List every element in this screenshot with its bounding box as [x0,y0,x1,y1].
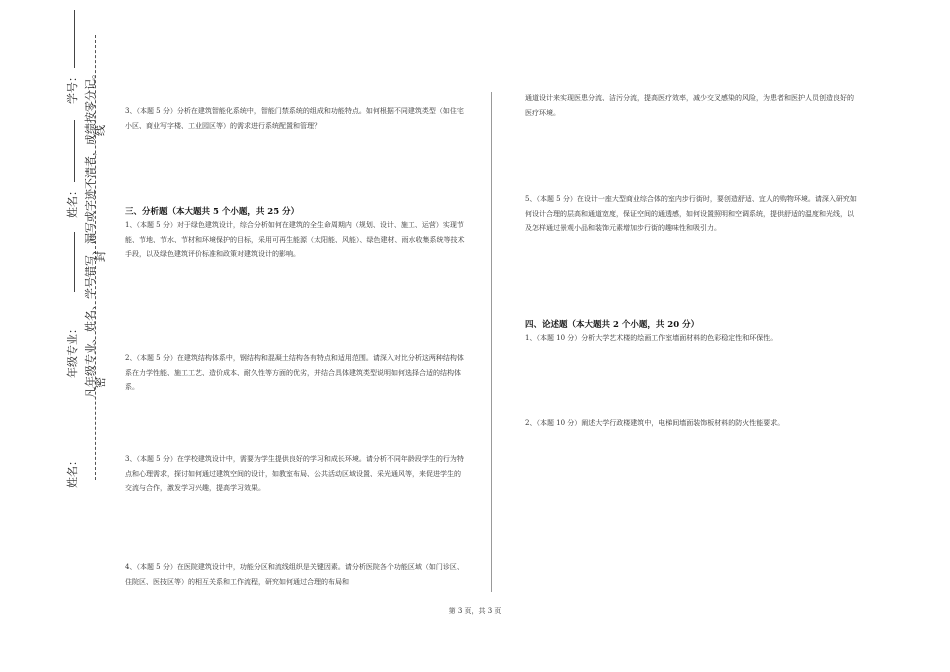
analysis-question-3: 3、（本题 5 分）在学校建筑设计中，需要为学生提供良好的学习和成长环境。请分析不同年龄段学生的行为特点和心理需求，探讨如何通过建筑空间的设计，如教室布局、公共活动区域设置、采光通风等，来促进学生的交流与合作，激发学习兴趣，提高学习效果。 [125,455,464,492]
analysis-question-4: 4、（本题 5 分）在医院建筑设计中，功能分区和流线组织是关键因素。请分析医院各个功能区域（如门诊区、住院区、医技区等）的相互关系和工作流程，研究如何通过合理的布局和 [125,563,464,586]
major-underline [74,232,75,292]
essay-question-2: 2、（本题 10 分）阐述大学行政楼建筑中，电梯间墙面装饰板材料的防火性能要求。 [525,419,785,427]
section-4-title: 四、论述题（本大题共 2 个小题，共 20 分） [525,320,700,330]
analysis-question-5: 5、（本题 5 分）在设计一座大型商业综合体的室内步行街时，要创造舒适、宜人的购物环境。请深入研究如何设计合理的层高和通道宽度，保证空间的通透感，如何设置照明和空调系统，提供舒适的温度和光线，以及怎样通过景观小品和装饰元素增加步行街的趣味性和吸引力。 [525,195,857,232]
analysis-question-1: 1、（本题 5 分）对于绿色建筑设计，综合分析如何在建筑的全生命周期内（规划、设计、施工、运营）实现节能、节地、节水、节材和环境保护的目标，采用可再生能源（太阳能、风能）、绿色建材、雨水收集系统等技术手段，以及绿色建筑评价标准和政策对建筑设计的影响。 [125,221,465,258]
analysis-question-4-continued: 通道设计来实现医患分流、洁污分流，提高医疗效率，减少交叉感染的风险，为患者和医护人员创造良好的医疗环境。 [525,94,854,117]
section-3-title: 三、分析题（本大题共 5 个小题，共 25 分） [125,207,300,217]
analysis-question-2: 2、（本题 5 分）在建筑结构体系中，钢结构和混凝土结构各有特点和适用范围。请深入对比分析这两种结构体系在力学性能、施工工艺、造价成本、耐久性等方面的优劣，并结合具体建筑类型说明如何选择合适的结构体系。 [125,354,464,391]
question-3-intelligent-access: 3、（本题 5 分）分析在建筑智能化系统中，智能门禁系统的组成和功能特点。如何根据不同建筑类型（如住宅小区、商业写字楼、工业园区等）的需求进行系统配置和管理？ [125,107,464,130]
cut-mark-xian: 线 [94,125,107,136]
cut-mark-mi: 密 [94,377,107,388]
essay-question-1: 1、（本题 10 分）分析大学艺术楼的绘画工作室墙面材料的色彩稳定性和环保性。 [525,334,778,342]
name-underline [74,120,75,182]
student-id-label: 学号： [66,71,79,104]
binding-margin [0,0,110,672]
student-id-underline [74,10,75,68]
province-name-label: 姓名： [66,455,79,488]
name-label: 姓名： [66,185,79,218]
binding-notice: 凡年级专业、姓名、学号错写、漏写或字迹不清者，成绩按零分记。 [84,68,97,398]
grade-major-label: 年级专业： [66,323,79,378]
column-divider [491,92,492,592]
page-footer: 第 3 页，共 3 页 [448,607,502,615]
cut-mark-feng: 封 [94,251,107,262]
